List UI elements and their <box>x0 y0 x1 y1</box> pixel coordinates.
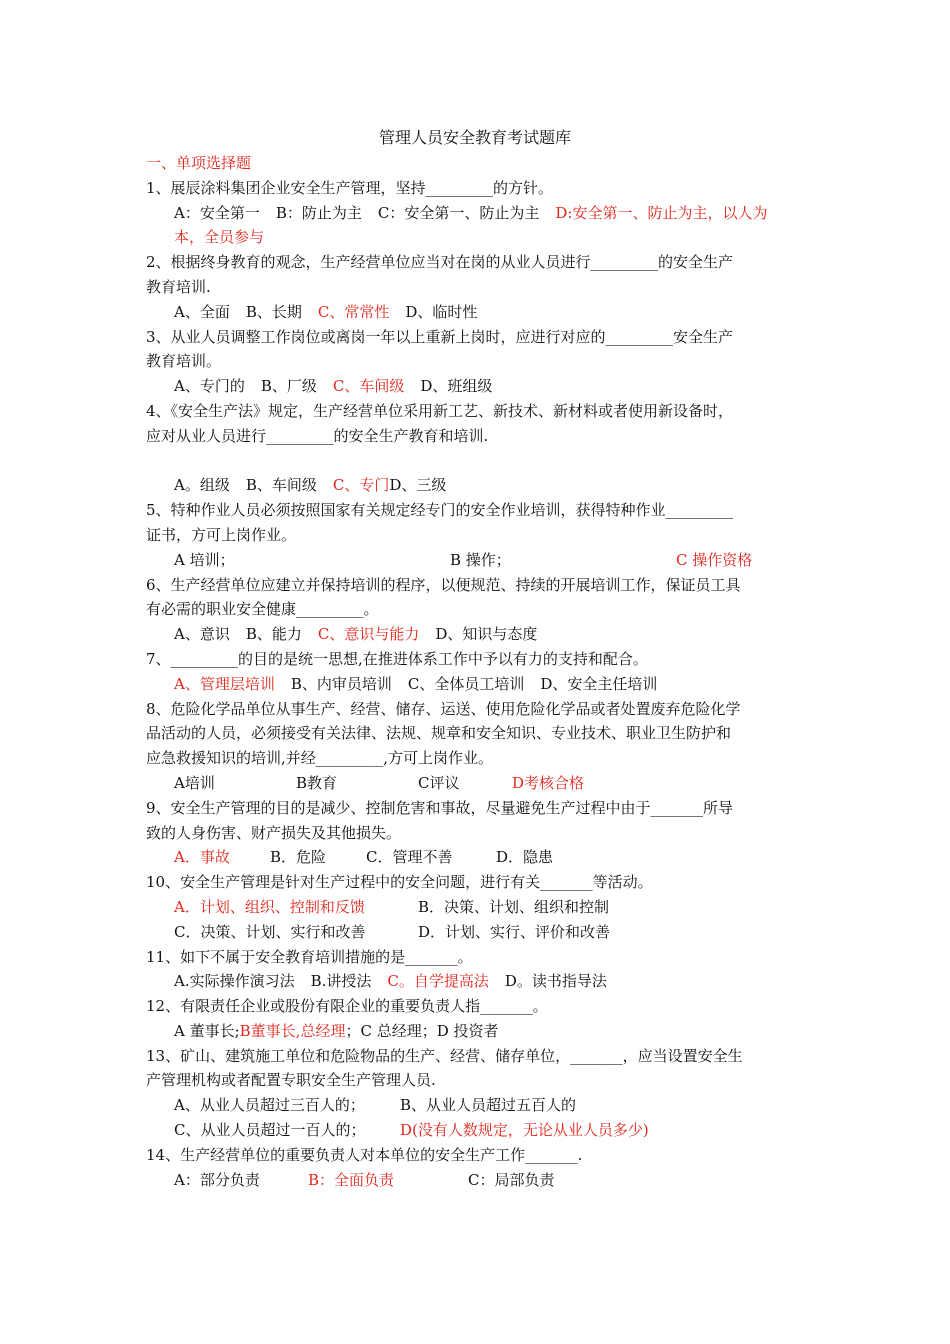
q13-option-d-answer: D(没有人数规定，无论从业人员多少) <box>400 1121 649 1140</box>
q7-option-d: D、安全主任培训 <box>540 674 658 693</box>
question-8-options <box>146 771 814 796</box>
q11-option-c-answer: C。自学提高法 <box>387 972 489 991</box>
question-3-stem: 3、从业人员调整工作岗位或离岗一年以上重新上岗时，应进行对应的_________安全生产 <box>146 327 734 346</box>
q9-option-d: D．隐患 <box>496 848 554 867</box>
question-5-stem-cont: 证书，方可上岗作业。 <box>146 525 297 544</box>
question-13-stem-cont: 产管理机构或者配置专职安全生产管理人员. <box>146 1071 436 1090</box>
question-9-stem: 9、安全生产管理的目的是减少、控制危害和事故，尽量避免生产过程中由于_______所导 <box>146 798 734 817</box>
q1-option-a: A：安全第一 <box>174 203 260 222</box>
q7-option-c: C、全体员工培训 <box>407 674 525 693</box>
question-4-stem-cont: 应对从业人员进行_________的安全生产教育和培训. <box>146 426 489 445</box>
question-2-stem: 2、根据终身教育的观念，生产经营单位应当对在岗的从业人员进行_________的安全生产 <box>146 253 734 272</box>
q4-option-b: B、车间级 <box>245 476 317 495</box>
question-12-stem: 12、有限责任企业或股份有限企业的重要负责人指_______。 <box>146 997 548 1016</box>
question-4-stem: 4、《安全生产法》规定，生产经营单位采用新工艺、新技术、新材料或者使用新设备时， <box>146 401 734 420</box>
q4-option-c-answer: C、专门 <box>332 476 390 495</box>
q11-option-b: B.讲授法 <box>310 972 372 991</box>
question-7-options <box>146 672 814 697</box>
q14-option-b-answer: B：全面负责 <box>308 1170 395 1189</box>
q12-option-c: ；C 总经理； <box>345 1021 437 1040</box>
q14-option-a: A：部分负责 <box>174 1170 260 1189</box>
q9-option-b: B．危险 <box>270 848 327 867</box>
question-10-options-row1 <box>146 895 814 920</box>
q12-option-a: A 董事长; <box>174 1021 240 1040</box>
question-1-options <box>146 201 814 226</box>
question-8-stem-cont2: 应急救援知识的培训,并经_________,方可上岗作业。 <box>146 749 494 768</box>
question-7-stem: 7、_________的目的是统一思想,在推进体系工作中予以有力的支持和配合。 <box>146 649 648 668</box>
q10-option-d: D．计划、实行、评价和改善 <box>418 922 611 941</box>
q10-option-b: B．决策、计划、组织和控制 <box>418 897 610 916</box>
q6-option-b: B、能力 <box>245 625 302 644</box>
question-8-stem: 8、危险化学品单位从事生产、经营、储存、运送、使用危险化学品或者处置废弃危险化学 <box>146 699 741 718</box>
q3-option-c-answer: C、车间级 <box>332 377 405 396</box>
q12-option-b-answer: B董事长,总经理 <box>239 1021 346 1040</box>
q11-option-d: D。读书指导法 <box>504 972 607 991</box>
q4-option-a: A。组级 <box>174 476 230 495</box>
q6-option-c-answer: C、意识与能力 <box>317 625 420 644</box>
q5-option-a: A 培训； <box>174 550 235 569</box>
question-3-options <box>146 374 814 399</box>
q1-option-d-answer: D:安全第一、防止为主，以人为 <box>555 203 768 222</box>
q2-option-d: D、临时性 <box>405 302 478 321</box>
section-heading: 一、单项选择题 <box>146 154 252 172</box>
q13-option-c: C、从业人员超过一百人的； <box>174 1121 366 1140</box>
q5-option-b: B 操作； <box>450 550 511 569</box>
question-11-options <box>146 969 814 994</box>
q13-option-b: B、从业人员超过五百人的 <box>400 1096 577 1115</box>
blank-line <box>146 449 814 474</box>
q8-option-b: B教育 <box>296 773 338 792</box>
question-9-stem-cont: 致的人身伤害、财产损失及其他损失。 <box>146 823 402 842</box>
q9-option-c: C．管理不善 <box>366 848 453 867</box>
question-14-stem: 14、生产经营单位的重要负责人对本单位的安全生产工作_______. <box>146 1145 583 1164</box>
q11-option-a: A.实际操作演习法 <box>174 972 295 991</box>
question-3-stem-cont: 教育培训。 <box>146 352 222 371</box>
question-5-stem: 5、特种作业人员必须按照国家有关规定经专门的安全作业培训，获得特种作业_________ <box>146 501 734 520</box>
document-title: 管理人员安全教育考试题库 <box>378 128 571 147</box>
question-11-stem: 11、如下不属于安全教育培训措施的是_______。 <box>146 947 473 966</box>
q5-option-c-answer: C 操作资格 <box>676 550 753 569</box>
question-13-options-row1 <box>146 1093 814 1118</box>
q2-option-c-answer: C、常常性 <box>317 302 390 321</box>
question-12-options <box>146 1019 814 1044</box>
q10-option-a-answer: A．计划、组织、控制和反馈 <box>174 897 365 916</box>
question-10-options-row2 <box>146 920 814 945</box>
q1-option-c: C：安全第一、防止为主 <box>377 203 540 222</box>
q4-option-d: D、三级 <box>389 476 447 495</box>
q13-option-a: A、从业人员超过三百人的； <box>174 1096 365 1115</box>
question-13-options-row2 <box>146 1118 814 1143</box>
q2-option-a: A、全面 <box>174 302 230 321</box>
question-2-options <box>146 300 814 325</box>
q8-option-d-answer: D考核合格 <box>512 773 585 792</box>
q1-option-d-continued: 本，全员参与 <box>174 228 265 247</box>
question-2-stem-cont: 教育培训. <box>146 277 211 296</box>
q8-option-a: A培训 <box>174 773 215 792</box>
question-6-stem-cont: 有必需的职业安全健康_________。 <box>146 600 379 619</box>
question-1-stem: 1、展辰涂料集团企业安全生产管理，坚持_________的方针。 <box>146 178 554 197</box>
q12-option-d: D 投资者 <box>436 1021 499 1040</box>
q2-option-b: B、长期 <box>245 302 302 321</box>
q7-option-a-answer: A、管理层培训 <box>174 674 275 693</box>
question-list <box>146 151 814 1192</box>
q6-option-d: D、知识与态度 <box>435 625 538 644</box>
question-10-stem: 10、安全生产管理是针对生产过程中的安全问题，进行有关_______等活动。 <box>146 873 653 892</box>
question-6-stem: 6、生产经营单位应建立并保持培训的程序，以便规范、持续的开展培训工作，保证员工具 <box>146 575 741 594</box>
q7-option-b: B、内审员培训 <box>290 674 392 693</box>
q8-option-c: C评议 <box>418 773 460 792</box>
q6-option-a: A、意识 <box>174 625 230 644</box>
q10-option-c: C．决策、计划、实行和改善 <box>174 922 366 941</box>
question-8-stem-cont: 品活动的人员，必须接受有关法律、法规、规章和安全知识、专业技术、职业卫生防护和 <box>146 724 732 743</box>
question-6-options <box>146 622 814 647</box>
question-9-options <box>146 845 814 870</box>
q1-option-b: B：防止为主 <box>275 203 362 222</box>
question-4-options <box>146 473 814 498</box>
q3-option-b: B、厂级 <box>260 377 317 396</box>
q14-option-c: C：局部负责 <box>468 1170 555 1189</box>
q3-option-a: A、专门的 <box>174 377 245 396</box>
question-13-stem: 13、矿山、建筑施工单位和危险物品的生产、经营、储存单位，_______，应当设置安全生 <box>146 1046 743 1065</box>
q9-option-a-answer: A．事故 <box>174 848 230 867</box>
question-5-options <box>146 548 814 573</box>
q3-option-d: D、班组级 <box>420 377 493 396</box>
question-14-options <box>146 1168 814 1193</box>
